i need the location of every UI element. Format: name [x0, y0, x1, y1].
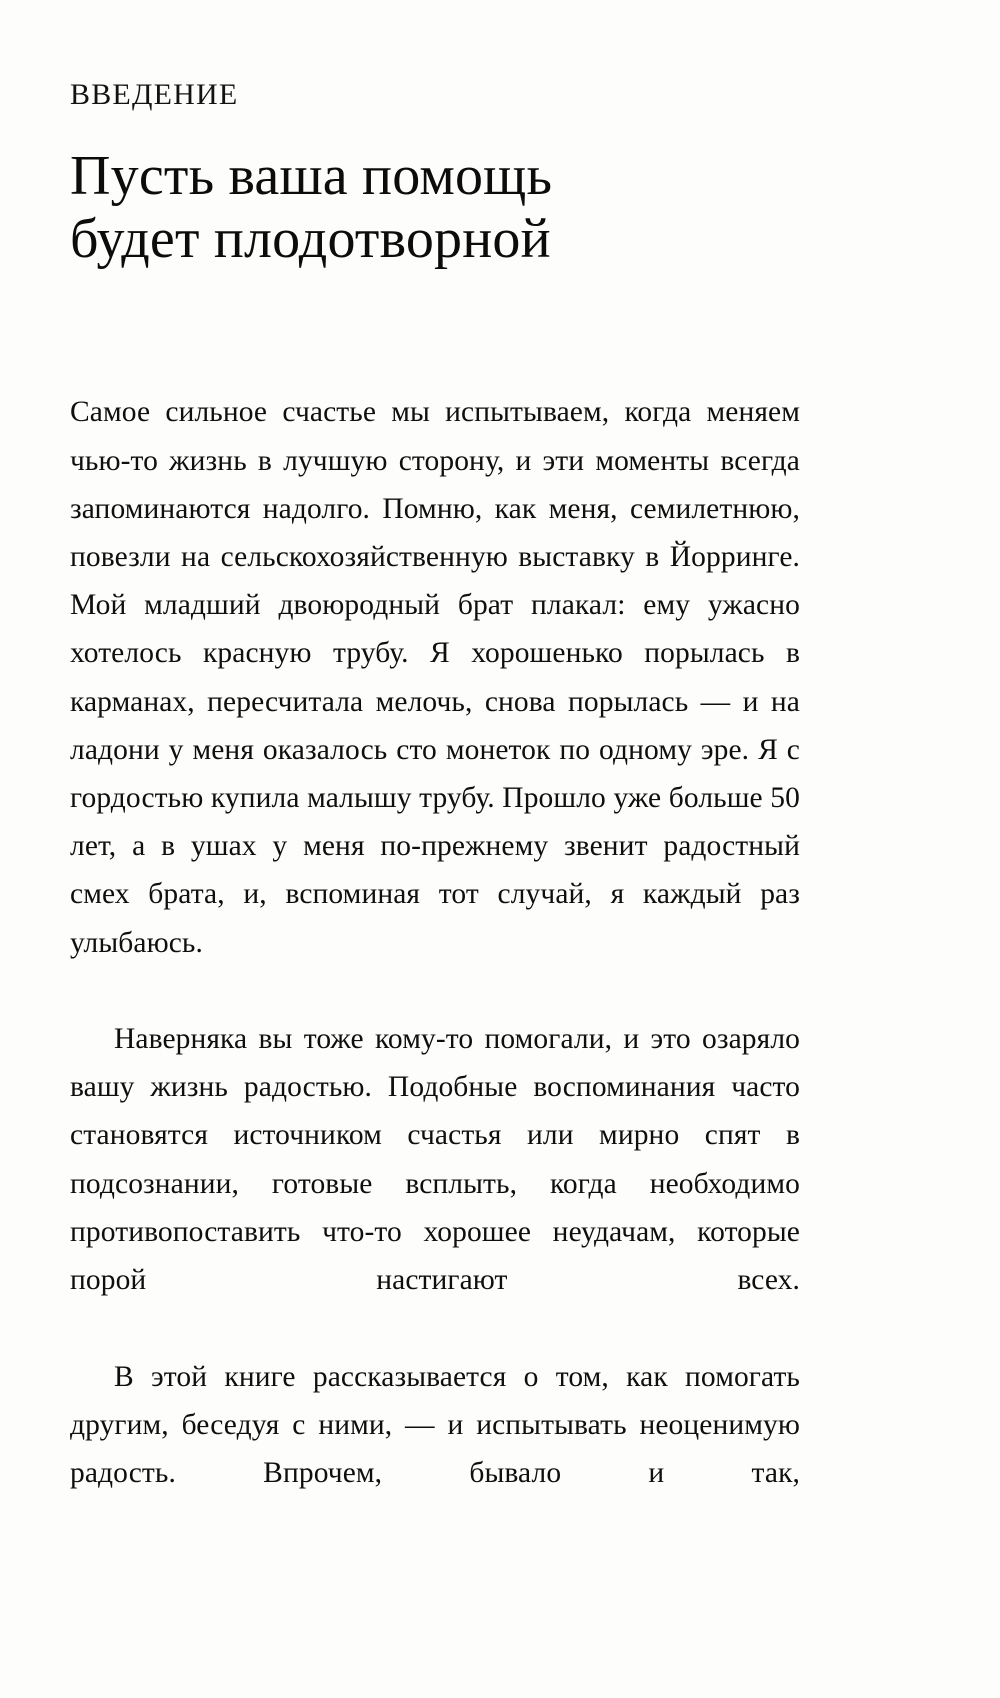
paragraph: В этой книге рассказывается о том, как помогать другим, беседуя с ними, — и испытывать неоценимую радость. Впрочем, бывало и так,: [70, 1360, 800, 1489]
paragraph: Самое сильное счастье мы испытываем, когда меняем чью-то жизнь в лучшую сторону, и эти моменты всегда запоминаются надолго. Помню, как меня, семилетнюю, повезли на сельскохозяйственную выставку в Йорринге. Мой младший двоюродный брат плакал: ему ужасно хотелось красную трубу. Я хорошенько порылась в карманах, пересчитала мелочь, снова порылась — и на ладони у меня оказалось сто монеток по одному эре. Я с гордостью купила малышу трубу. Прошло уже больше 50 лет, а в ушах у меня по-прежнему звенит радостный смех брата, и, вспоминая тот случай, я каждый раз улыбаюсь.: [70, 396, 800, 959]
body-text: [70, 388, 800, 1545]
page-title: [70, 145, 800, 270]
page-title-line-2: будет плодотворной: [70, 207, 551, 270]
paragraph: Наверняка вы тоже кому-то помогали, и это озаряло вашу жизнь радостью. Подобные воспоминания часто становятся источником счастья или мирно спят в подсознании, готовые всплыть, когда необходимо противопоставить что-то хорошее неудачам, которые порой настигают всех.: [70, 1023, 800, 1297]
page-content: [70, 78, 800, 1545]
chapter-kicker: ВВЕДЕНИЕ: [70, 78, 239, 111]
page-title-line-1: Пусть ваша помощь: [70, 145, 553, 207]
